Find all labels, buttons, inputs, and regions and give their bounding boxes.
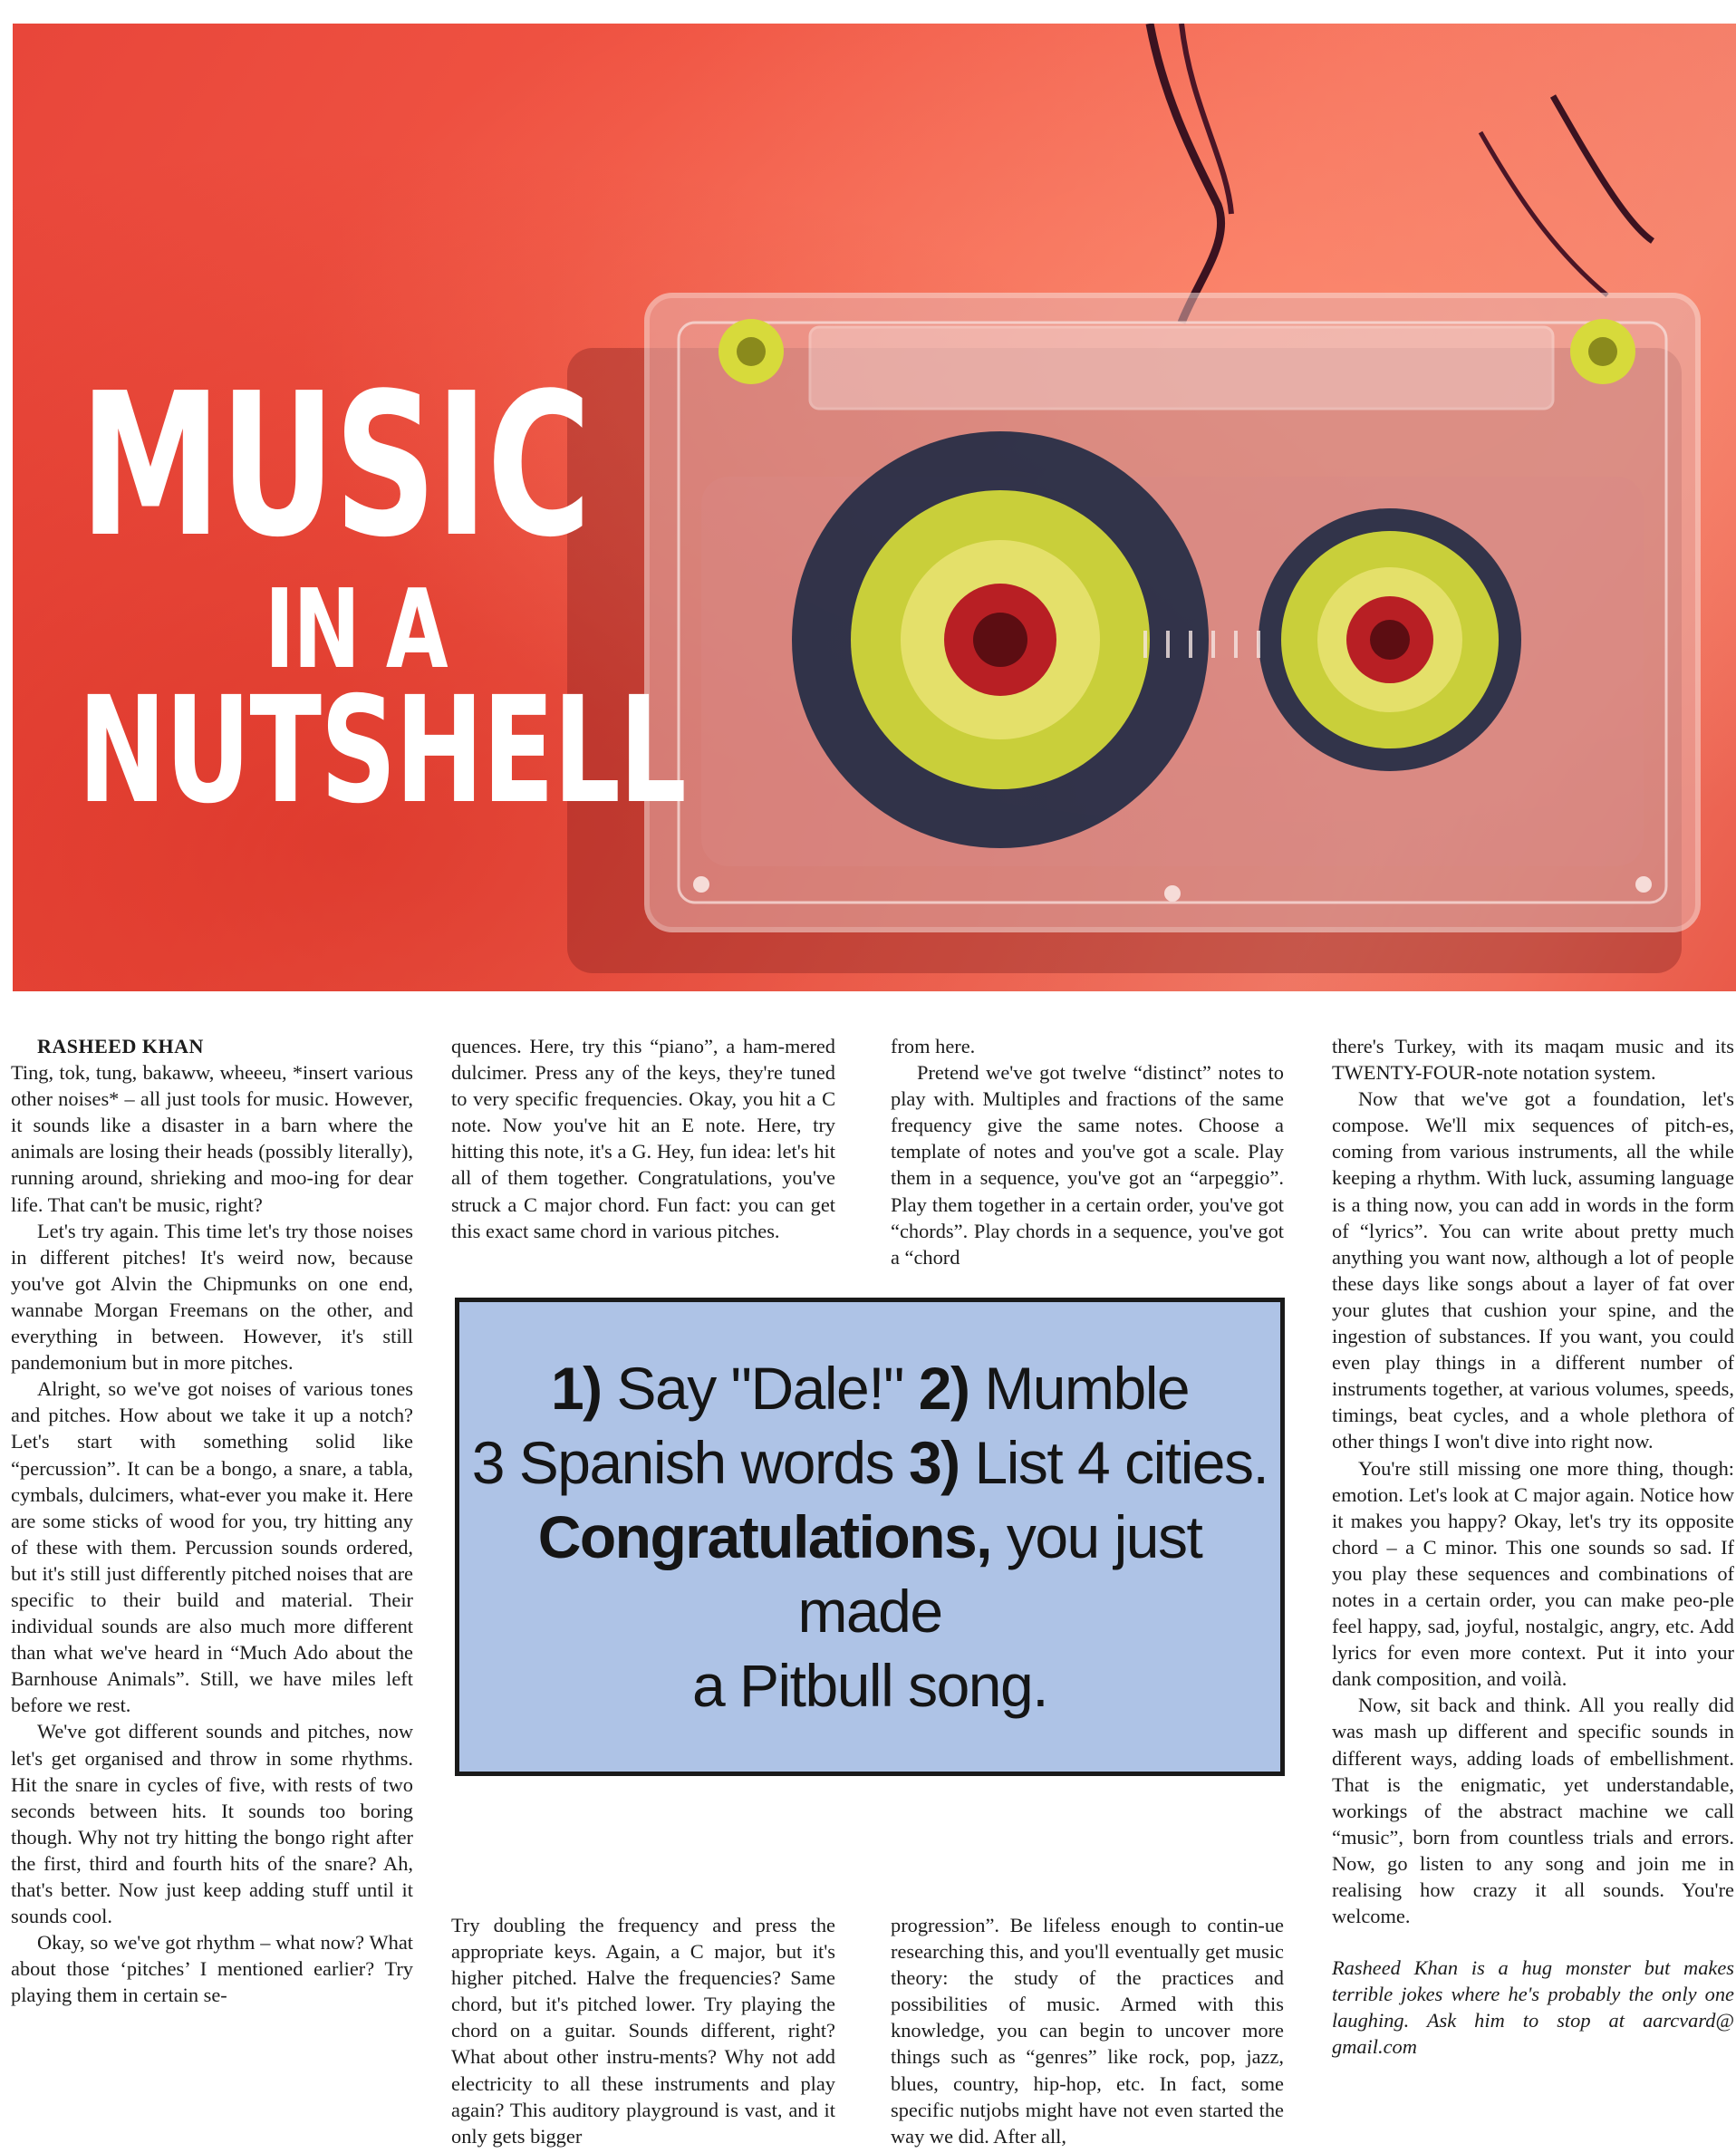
paragraph: Now that we've got a foundation, let's compose. We'll mix sequences of pitch-es, coming from various instruments, all the while keeping a rhythm. With luck, assuming language is a thing now, you can add in words in the form of “lyrics”. You can write about pretty much anything you want now, although a lot of people these days like songs about a layer of fat over your glutes that cushion your spine, and the ingestion of substances. If you want, you could even play things in a different number of instruments together, at various volumes, speeds, timings, beat cycles, and a whole plethora of other things I won't dive into right now. — [1332, 1087, 1734, 1453]
quote-text: Say "Dale!" — [601, 1355, 919, 1422]
byline: RASHEED KHAN — [37, 1035, 204, 1057]
paragraph: We've got different sounds and pitches, now let's get organised and throw in some rhythms. Hit the snare in cycles of five, with rests of two seconds between hits. It sounds too boring though. Why not try hitting the bongo right after the first, third and fourth hits of the snare? Ah, that's better. Now just keep adding stuff until it sounds cool. — [11, 1720, 413, 1928]
quote-text: you just made — [797, 1503, 1202, 1645]
paragraph: Alright, so we've got noises of various tones and pitches. How about we take it up a notch? Let's start with something solid like “percussion”. It can be a bongo, a snare, a tabla, cymbals, dulcimers, what-ever you make it. Here are some sticks of wood for you, try hitting any of these with them. Percussion sounds ordered, but it's still just differently pitched noises that are specific to their build and material. Their individual sounds are also much more different than what we've heard in “Much Ado about the Barnhouse Animals”. Still, we have miles left before we rest. — [11, 1377, 413, 1717]
article-column-3-top — [891, 1033, 1284, 1270]
paragraph: Okay, so we've got rhythm – what now? What about those ‘pitches’ I mentioned earlier? Try playing them in certain se- — [11, 1931, 413, 2007]
pull-quote-box — [455, 1298, 1285, 1776]
hero-photo — [13, 24, 1736, 991]
article-column-1 — [11, 1033, 413, 2008]
headline-music: MUSIC — [80, 352, 591, 581]
quote-number-1: 1) — [550, 1355, 602, 1422]
quote-text: a Pitbull song. — [691, 1652, 1048, 1719]
quote-text: Mumble — [969, 1355, 1190, 1422]
quote-text: List 4 cities. — [959, 1429, 1268, 1496]
article-column-3-bottom — [891, 1912, 1284, 2149]
article-column-2-bottom — [451, 1912, 835, 2149]
quote-number-3: 3) — [908, 1429, 960, 1496]
paragraph: quences. Here, try this “piano”, a ham-mered dulcimer. Press any of the keys, they're tuned to very specific frequencies. Okay, you hit a C note. Now you've hit an E note. Here, try hitting this note, it's a G. Hey, fun idea: let's hit all of them together. Congratulations, you've struck a C major chord. Fun fact: you can get this exact same chord in various pitches. — [451, 1035, 835, 1242]
headline-nutshell: NUTSHELL — [78, 666, 686, 836]
paragraph: progression”. Be lifeless enough to contin-ue researching this, and you'll eventually get music theory: the study of the practices and possibilities of music. Armed with this knowledge, you can begin to uncover more things such as “genres” like rock, pop, jazz, blues, country, hip-hop, etc. In fact, some specific nutjobs might have not even started the way we did. After all, — [891, 1914, 1284, 2148]
article-column-2-top — [451, 1033, 835, 1244]
quote-number-2: 2) — [918, 1355, 969, 1422]
article-column-4 — [1332, 1033, 1734, 2061]
paragraph: there's Turkey, with its maqam music and its TWENTY-FOUR-note notation system. — [1332, 1035, 1734, 1085]
paragraph: Let's try again. This time let's try those noises in different pitches! It's weird now, because you've got Alvin the Chipmunks on one end, wannabe Morgan Freemans on the other, and everything in between. However, it's still pandemonium but in more pitches. — [11, 1219, 413, 1375]
paragraph: You're still missing one more thing, though: emotion. Let's look at C major again. Notice how it makes you happy? Okay, let's try its opposite chord – a C minor. This one sounds so sad. If you play these sequences and combinations of notes in a certain order, you can make peo-ple feel happy, sad, joyful, nostalgic, angry, etc. Add lyrics for even more context. Put it into your dank composition, and voilà. — [1332, 1456, 1734, 1691]
author-bio: Rasheed Khan is a hug monster but makes terrible jokes where he's probably the only one laughing. Ask him to stop at aarcvard@ gmail.com — [1332, 1956, 1734, 2059]
headline-in-a: IN A — [265, 567, 448, 693]
pull-quote-text — [462, 1351, 1278, 1723]
paragraph: from here. — [891, 1035, 976, 1057]
paragraph: Ting, tok, tung, bakaww, wheeeu, *insert various other noises* – all just tools for music. However, it sounds like a disaster in a barn where the animals are losing their heads (possibly literally), running around, shrieking and moo-ing for dear life. That can't be music, right? — [11, 1061, 413, 1216]
quote-text: 3 Spanish words — [471, 1429, 909, 1496]
paragraph: Try doubling the frequency and press the appropriate keys. Again, a C major, but it's higher pitched. Halve the frequencies? Same chord, but it's pitched lower. Try playing the chord on a guitar. Sounds different, right? What about other instru-ments? Why not add electricity to all these instruments and play again? This auditory playground is vast, and it only gets bigger — [451, 1914, 835, 2148]
quote-bold-word: Congratulations, — [537, 1503, 992, 1570]
paragraph: Now, sit back and think. All you really did was mash up different and specific sounds in different ways, adding loads of embellishment. That is the enigmatic, yet understandable, workings of the abstract machine we call “music”, born from countless trials and errors. Now, go listen to any song and join me in realising how crazy it all sounds. You're welcome. — [1332, 1694, 1734, 1928]
paragraph: Pretend we've got twelve “distinct” notes to play with. Multiples and fractions of the same frequency give the same notes. Choose a template of notes and you've got a scale. Play them in a sequence, you've got an “arpeggio”. Play them together in a certain order, you've got “chords”. Play chords in a sequence, you've got a “chord — [891, 1061, 1284, 1269]
